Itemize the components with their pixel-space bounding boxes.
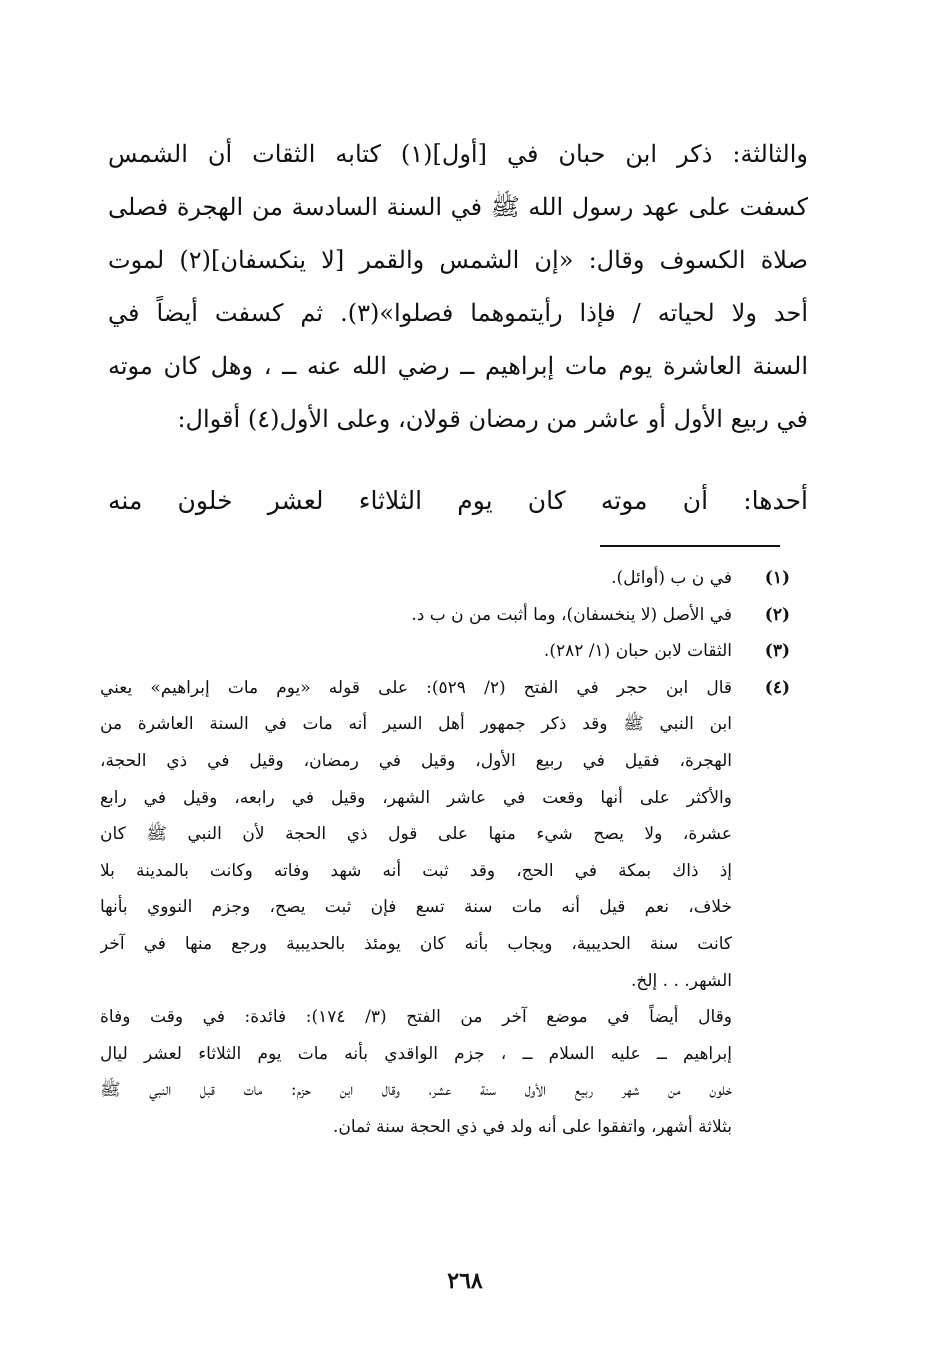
main-line-5: السنة العاشرة يوم مات إبراهيم ــ رضي الله عنه ــ ، وهل كان موته — [108, 352, 808, 380]
main-line-3: صلاة الكسوف وقال: «إن الشمس والقمر [لا ينكسفان](٢) لموت — [108, 246, 808, 274]
main-line-6: في ربيع الأول أو عاشر من رمضان قولان، وعلى الأول(٤) أقوال: — [177, 405, 808, 433]
footnote-line: ابن النبي ﷺ وقد ذكر جمهور أهل السير أنه مات في السنة العاشرة من — [100, 714, 732, 735]
footnote-number: (٣) — [764, 641, 790, 662]
footnote-line: بثلاثة أشهر، واتفقوا على أنه ولد في ذي الحجة سنة ثمان. — [332, 1116, 732, 1137]
footnote-line: إذ ذاك بمكة في الحج، وقد ثبت أنه شهد وفاته وكانت بالمدينة بلا — [100, 860, 732, 881]
footnote-line: خلون من شهر ربيع الأول سنة عشر، وقال ابن حزم: مات قبل النبي ﷺ — [100, 1080, 732, 1101]
main-line-4: أحد ولا لحياته / فإذا رأيتموهما فصلوا»(٣). ثم كسفت أيضاً في — [108, 299, 808, 327]
footnote-line: كانت سنة الحديبية، ويجاب بأنه كان يومئذ بالحديبية ورجع منها في آخر — [100, 933, 732, 954]
footnote-line: الشهر. . . إلخ. — [631, 970, 732, 991]
footnote-line: الهجرة، فقيل في ربيع الأول، وقيل في رمضان، وقيل في ذي الحجة، — [100, 750, 732, 771]
main-line-2: كسفت على عهد رسول الله ﷺ في السنة السادسة من الهجرة فصلى — [108, 193, 808, 221]
footnote-4 — [100, 670, 790, 1146]
footnote-2 — [100, 597, 790, 634]
footnote-1 — [100, 560, 790, 597]
main-line-1: والثالثة: ذكر ابن حبان في [أول](١) كتابه الثقات أن الشمس — [108, 140, 808, 168]
footnote-text: الثقات لابن حبان (١/ ٢٨٢). — [543, 641, 732, 662]
page-number: ٢٦٨ — [447, 1268, 483, 1294]
footnote-line: عشرة، ولا يصح شيء منها على قول ذي الحجة لأن النبي ﷺ كان — [100, 824, 732, 845]
footnote-line: والأكثر على أنها وقعت في عاشر الشهر، وقيل في رابعه، وقيل في رابع — [100, 787, 732, 808]
main-paragraph — [108, 128, 808, 446]
footnote-line: قال ابن حجر في الفتح (٢/ ٥٢٩): على قوله «يوم مات إبراهيم» يعني — [100, 677, 732, 698]
footnote-number: (٢) — [764, 604, 790, 625]
footnote-line: خلاف، نعم قيل أنه مات سنة تسع فإن ثبت يصح، وجزم النووي بأنها — [100, 897, 732, 918]
footnote-3 — [100, 633, 790, 670]
opening-line: أحدها: أن موته كان يوم الثلاثاء لعشر خلون منه — [108, 486, 808, 515]
footnote-line: وقال أيضاً في موضع آخر من الفتح (٣/ ١٧٤): فائدة: في وقت وفاة — [100, 1007, 732, 1028]
footnote-line: إبراهيم ــ عليه السلام ــ ، جزم الواقدي بأنه مات يوم الثلاثاء لعشر ليال — [100, 1043, 732, 1064]
footnote-number: (٤) — [764, 677, 790, 698]
footnote-text: في الأصل (لا ينخسفان)، وما أثبت من ن ب د. — [411, 604, 732, 625]
footnote-text: في ن ب (أوائل). — [611, 568, 732, 588]
footnote-number: (١) — [764, 568, 790, 588]
footnote-separator — [600, 545, 780, 547]
footnotes — [100, 560, 790, 1146]
